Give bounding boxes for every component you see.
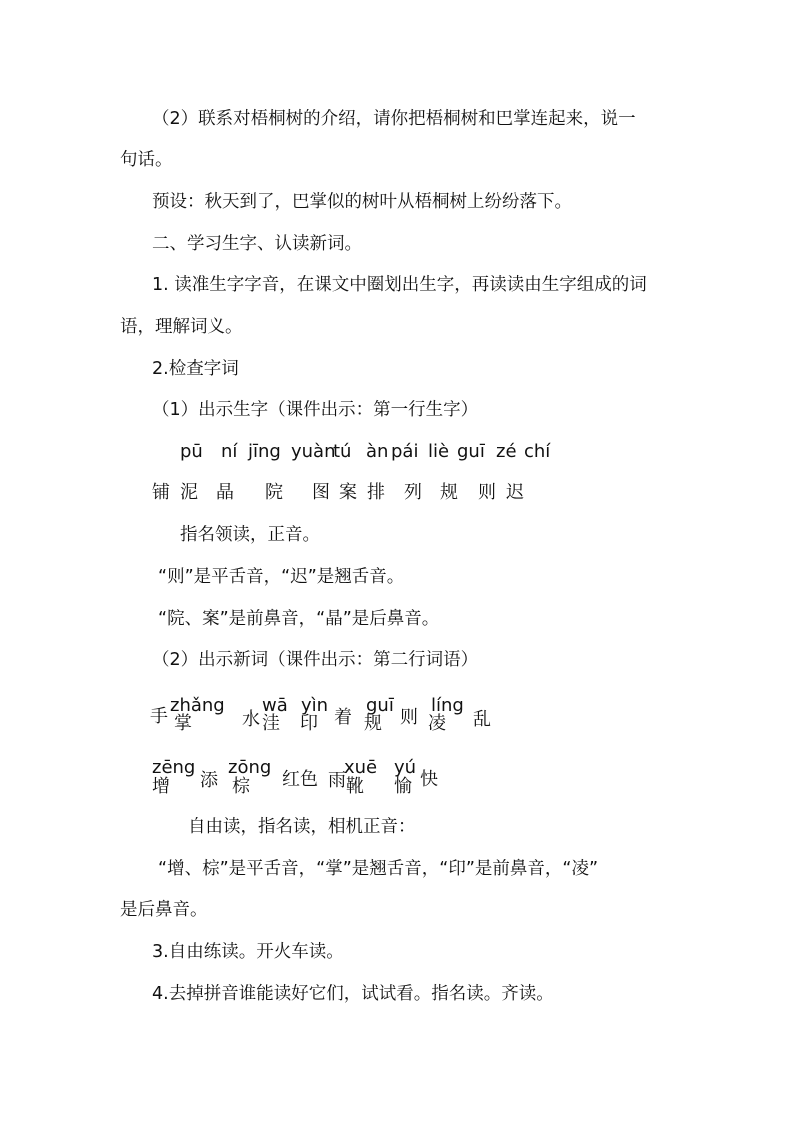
char-pinyin: guī (457, 441, 485, 462)
word-pinyin: guī (366, 695, 394, 716)
word-hanzi: 规 (364, 713, 382, 734)
step2-title: 2.检查字词 (152, 359, 239, 379)
char-pinyin: zé (496, 441, 517, 462)
char-hanzi: 晶 (216, 482, 234, 503)
show-chars-title: （1）出示生字（课件出示：第一行生字） (152, 400, 479, 420)
word-hanzi: 水 (242, 709, 260, 730)
para-link-intro-line1: （2）联系对梧桐树的介绍，请你把梧桐树和巴掌连起来，说一 (152, 109, 636, 129)
word-hanzi: 棕 (232, 776, 250, 797)
word-hanzi: 添 (200, 770, 218, 791)
char-hanzi: 图 (312, 482, 330, 503)
char-hanzi: 案 (339, 482, 357, 503)
char-hanzi: 排 (367, 482, 385, 503)
word-hanzi: 雨 (328, 770, 346, 791)
word-hanzi: 快 (420, 769, 438, 790)
char-pinyin: àn (366, 441, 389, 462)
word-pinyin: zhǎng (170, 695, 225, 716)
word-pinyin: líng (431, 695, 464, 716)
note-pronunciation-line1: “增、棕”是平舌音，“掌”是翘舌音，“印”是前鼻音，“凌” (158, 859, 599, 879)
char-pinyin: chí (524, 441, 551, 462)
word-hanzi: 增 (152, 776, 170, 797)
lead-read: 指名领读，正音。 (180, 525, 320, 545)
char-hanzi: 铺 (152, 482, 170, 503)
char-pinyin: ní (221, 441, 238, 462)
note-nasal: “院、案”是前鼻音，“晶”是后鼻音。 (158, 609, 440, 629)
show-words-title: （2）出示新词（课件出示：第二行词语） (152, 650, 479, 670)
word-pinyin: yú (394, 757, 417, 778)
note-flat-retroflex: “则”是平舌音，“迟”是翘舌音。 (158, 567, 405, 587)
para-preset: 预设：秋天到了，巴掌似的树叶从梧桐树上纷纷落下。 (152, 192, 572, 212)
char-hanzi: 则 (478, 482, 496, 503)
word-pinyin: zōng (228, 757, 272, 778)
word-pinyin: wā (262, 695, 288, 716)
char-pinyin: tú (333, 441, 352, 462)
step1-line1: 1. 读准生字字音，在课文中圈划出生字，再读读由生字组成的词 (152, 275, 647, 295)
word-hanzi: 愉 (394, 776, 412, 797)
para-link-intro-line2: 句话。 (120, 150, 173, 170)
word-hanzi: 掌 (174, 713, 192, 734)
char-hanzi: 规 (440, 482, 458, 503)
char-pinyin: pái (391, 441, 419, 462)
char-pinyin: yuàn (291, 441, 336, 462)
char-pinyin: jīng (248, 441, 281, 462)
word-hanzi: 凌 (428, 713, 446, 734)
word-hanzi: 靴 (346, 776, 364, 797)
step3: 3.自由练读。开火车读。 (152, 942, 344, 962)
word-hanzi: 乱 (473, 709, 491, 730)
char-hanzi: 泥 (180, 482, 198, 503)
step4: 4.去掉拼音谁能读好它们，试试看。指名读。齐读。 (152, 984, 554, 1004)
word-pinyin: xuē (344, 757, 378, 778)
free-read: 自由读，指名读，相机正音： (188, 817, 416, 837)
word-pinyin: yìn (301, 695, 329, 716)
char-pinyin: pū (180, 441, 203, 462)
word-pinyin: zēng (152, 757, 196, 778)
word-hanzi: 着 (334, 707, 352, 728)
char-hanzi: 迟 (506, 482, 524, 503)
word-hanzi: 手 (150, 706, 168, 727)
word-hanzi: 则 (400, 707, 418, 728)
char-pinyin: liè (428, 441, 450, 462)
word-hanzi: 洼 (262, 713, 280, 734)
step1-line2: 语，理解词义。 (120, 317, 243, 337)
word-hanzi: 红色 (282, 769, 318, 790)
word-hanzi: 印 (300, 713, 318, 734)
char-hanzi: 列 (404, 482, 422, 503)
note-pronunciation-line2: 是后鼻音。 (120, 900, 208, 920)
char-hanzi: 院 (265, 482, 283, 503)
section-title: 二、学习生字、认读新词。 (152, 234, 362, 254)
